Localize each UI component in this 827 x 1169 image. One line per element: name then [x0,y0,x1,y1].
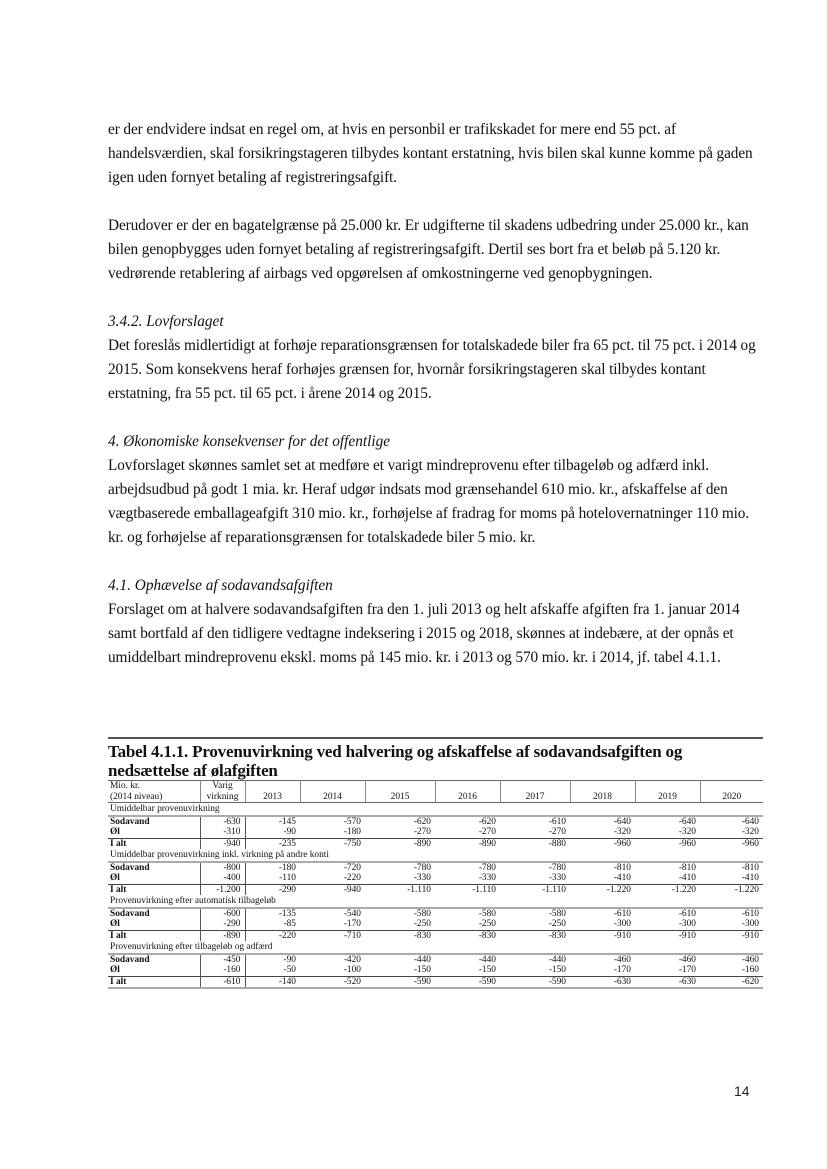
varig-header [200,781,245,803]
varig-value: -890 [200,930,245,941]
table-row [108,976,763,988]
table-row [108,908,763,920]
year-value: -620 [700,976,763,988]
paragraph-lovforslaget: Det foreslås midlertidigt at forhøje reparationsgrænsen for totalskadede biler fra 65 pct. til 75 pct. i 2014 og 2015. Som konsekvens heraf forhøjes grænsen for, hvornår forsikringstageren skal tilbydes kontant erstatning, fra 55 pct. til 65 pct. i årene 2014 og 2015. [108,337,756,402]
year-value: -440 [478,954,496,965]
section-title: Provenuvirkning efter automatisk tilbageløb [108,895,763,908]
year-value: -1.110 [435,884,500,895]
row-label: Øl [108,827,200,838]
year-value: -830 [365,930,435,941]
table-row [108,816,763,828]
table-section-row [108,895,763,908]
year-value: -540 [343,908,361,919]
year-value: -810 [741,862,759,873]
year-value: -250 [478,919,496,929]
year-header: 2016 [435,781,500,803]
row-label: Øl [108,965,200,976]
year-value: -1.220 [635,884,700,895]
year-value: -250 [413,919,431,929]
row-label: I alt [108,976,200,988]
section-heading-4-1: 4.1. Ophævelse af sodavandsafgiften [108,577,333,594]
year-value: -235 [245,838,300,849]
year-value: -440 [413,954,431,965]
document-body [108,118,768,670]
year-value: -290 [245,884,300,895]
year-value: -460 [678,954,696,965]
virkning-label: virkning [206,791,239,802]
year-value: -320 [613,827,631,837]
row-label: I alt [108,930,200,941]
varig-value: -600 [200,908,245,920]
varig-value: -610 [200,976,245,988]
year-value: -620 [478,816,496,827]
year-value: -330 [548,873,566,883]
section-heading-4: 4. Økonomiske konsekvenser for det offentlige [108,433,391,450]
unit-label: Mio. kr. [110,781,140,791]
year-value: -640 [613,816,631,827]
year-value: -750 [300,838,365,849]
year-header: 2018 [570,781,635,803]
varig-value: -310 [200,827,245,838]
year-value: -180 [278,862,296,873]
row-label: Sodavand [108,954,200,966]
year-value: -780 [478,862,496,873]
table-row [108,965,763,976]
unit-level-label: (2014 niveau) [110,791,163,802]
year-value: -320 [678,827,696,837]
year-value: -910 [570,930,635,941]
year-value: -640 [678,816,696,827]
year-value: -590 [365,976,435,988]
year-value: -220 [245,930,300,941]
varig-value: -290 [200,919,245,930]
year-value: -610 [741,908,759,919]
year-value: -420 [343,954,361,965]
year-value: -440 [548,954,566,965]
year-value: -90 [283,827,296,837]
year-value: -145 [278,816,296,827]
year-value: -300 [613,919,631,929]
year-value: -710 [300,930,365,941]
year-header: 2017 [500,781,570,803]
year-value: -150 [413,965,431,975]
varig-value: -160 [200,965,245,976]
year-value: -580 [413,908,431,919]
year-value: -410 [678,873,696,883]
year-value: -50 [283,965,296,975]
varig-value: -450 [200,954,245,966]
year-value: -520 [300,976,365,988]
year-value: -85 [283,919,296,929]
year-header: 2013 [245,781,300,803]
year-value: -150 [478,965,496,975]
year-value: -960 [700,838,763,849]
row-label: Sodavand [108,908,200,920]
varig-label: Varig [212,781,233,791]
year-value: -580 [478,908,496,919]
section-title: Umiddelbar provenuvirkning inkl. virkning på andre konti [108,849,763,862]
table-row [108,873,763,884]
year-value: -300 [741,919,759,929]
year-value: -570 [343,816,361,827]
year-value: -610 [548,816,566,827]
row-label: I alt [108,838,200,849]
year-value: -170 [613,965,631,975]
year-header: 2020 [700,781,763,803]
revenue-table [108,780,763,989]
year-value: -630 [635,976,700,988]
year-value: -270 [413,827,431,837]
section-title: Umiddelbar provenuvirkning [108,803,763,816]
varig-value: -630 [200,816,245,828]
table-row [108,954,763,966]
year-value: -910 [700,930,763,941]
table-title: Tabel 4.1.1. Provenuvirkning ved halvering og afskaffelse af sodavandsafgiften og nedsættelse af ølafgiften [108,737,763,780]
year-value: -590 [435,976,500,988]
year-value: -610 [678,908,696,919]
year-value: -110 [279,873,296,883]
year-value: -830 [435,930,500,941]
year-value: -640 [741,816,759,827]
row-label: Sodavand [108,862,200,874]
year-value: -580 [548,908,566,919]
varig-value: -940 [200,838,245,849]
table-row [108,919,763,930]
paragraph-sodavand-abolition: Forslaget om at halvere sodavandsafgiften fra den 1. juli 2013 og helt afskaffe afgiften fra 1. januar 2014 samt bortfald af den tidligere vedtagne indeksering i 2015 og 2018, skønnes at indebære, at der opnås et umiddelbart mindreprovenu ekskl. moms på 145 mio. kr. i 2013 og 570 mio. kr. i 2014, jf. tabel 4.1.1. [108,601,740,666]
varig-value: -400 [200,873,245,884]
year-value: -880 [500,838,570,849]
year-header: 2019 [635,781,700,803]
varig-value: -800 [200,862,245,874]
year-value: -100 [343,965,361,975]
year-value: -960 [570,838,635,849]
year-value: -170 [678,965,696,975]
year-value: -170 [343,919,361,929]
year-value: -460 [613,954,631,965]
year-value: -220 [343,873,361,883]
row-label: Øl [108,873,200,884]
year-value: -720 [343,862,361,873]
year-value: -810 [678,862,696,873]
section-title: Provenuvirkning efter tilbageløb og adfærd [108,941,763,954]
year-value: -1.220 [700,884,763,895]
page-number: 14 [734,1083,750,1099]
year-value: -1.110 [500,884,570,895]
table-section-row [108,803,763,816]
year-header: 2015 [365,781,435,803]
varig-value: -1.200 [200,884,245,895]
table-section-row [108,849,763,862]
year-value: -250 [548,919,566,929]
table-row [108,838,763,849]
row-label: Sodavand [108,816,200,828]
year-value: -270 [478,827,496,837]
year-value: -160 [741,965,759,975]
table-4-1-1 [108,737,763,989]
paragraph-registration-rule: er der endvidere indsat en regel om, at hvis en personbil er trafikskadet for mere end 55 pct. af handelsværdien, skal forsikringstageren tilbydes kontant erstatning, hvis bilen skal kunne komme på gaden igen uden fornyet betaling af registreringsafgift. [108,121,753,186]
year-value: -780 [413,862,431,873]
year-value: -410 [741,873,759,883]
year-value: -180 [343,827,361,837]
year-value: -1.110 [365,884,435,895]
year-value: -940 [300,884,365,895]
year-value: -460 [741,954,759,965]
year-value: -830 [500,930,570,941]
table-row [108,930,763,941]
year-value: -330 [478,873,496,883]
year-value: -1.220 [570,884,635,895]
year-value: -590 [500,976,570,988]
year-value: -630 [570,976,635,988]
year-value: -90 [283,954,296,965]
paragraph-bagatel-limit: Derudover er der en bagatelgrænse på 25.000 kr. Er udgifterne til skadens udbedring under 25.000 kr., kan bilen genopbygges uden fornyet betaling af registreringsafgift. Dertil ses bort fra et beløb på 5.120 kr. vedrørende retablering af airbags ved opgørelsen af omkostningerne ved genopbygningen. [108,217,749,282]
table-row [108,884,763,895]
paragraph-economic-consequences: Lovforslaget skønnes samlet set at medføre et varigt mindreprovenu efter tilbageløb og adfærd inkl. arbejdsudbud på godt 1 mia. kr. Heraf udgør indsats mod grænsehandel 610 mio. kr., afskaffelse af den vægtbaserede emballageafgift 310 mio. kr., forhøjelse af fradrag for moms på hotelovernatninger 110 mio. kr. og forhøjelse af reparationsgrænsen for totalskadede biler 5 mio. kr. [108,457,750,546]
year-value: -810 [613,862,631,873]
year-value: -890 [435,838,500,849]
year-value: -410 [613,873,631,883]
year-header: 2014 [300,781,365,803]
row-label: I alt [108,884,200,895]
year-value: -270 [548,827,566,837]
year-value: -140 [245,976,300,988]
year-value: -320 [741,827,759,837]
year-value: -890 [365,838,435,849]
year-value: -330 [413,873,431,883]
table-section-row [108,941,763,954]
unit-header [108,781,200,803]
year-value: -135 [278,908,296,919]
row-label: Øl [108,919,200,930]
year-value: -610 [613,908,631,919]
table-row [108,862,763,874]
year-value: -150 [548,965,566,975]
year-value: -300 [678,919,696,929]
year-value: -780 [548,862,566,873]
table-header-row [108,781,763,803]
section-heading-3-4-2: 3.4.2. Lovforslaget [108,313,224,330]
year-value: -910 [635,930,700,941]
table-row [108,827,763,838]
year-value: -960 [635,838,700,849]
year-value: -620 [413,816,431,827]
